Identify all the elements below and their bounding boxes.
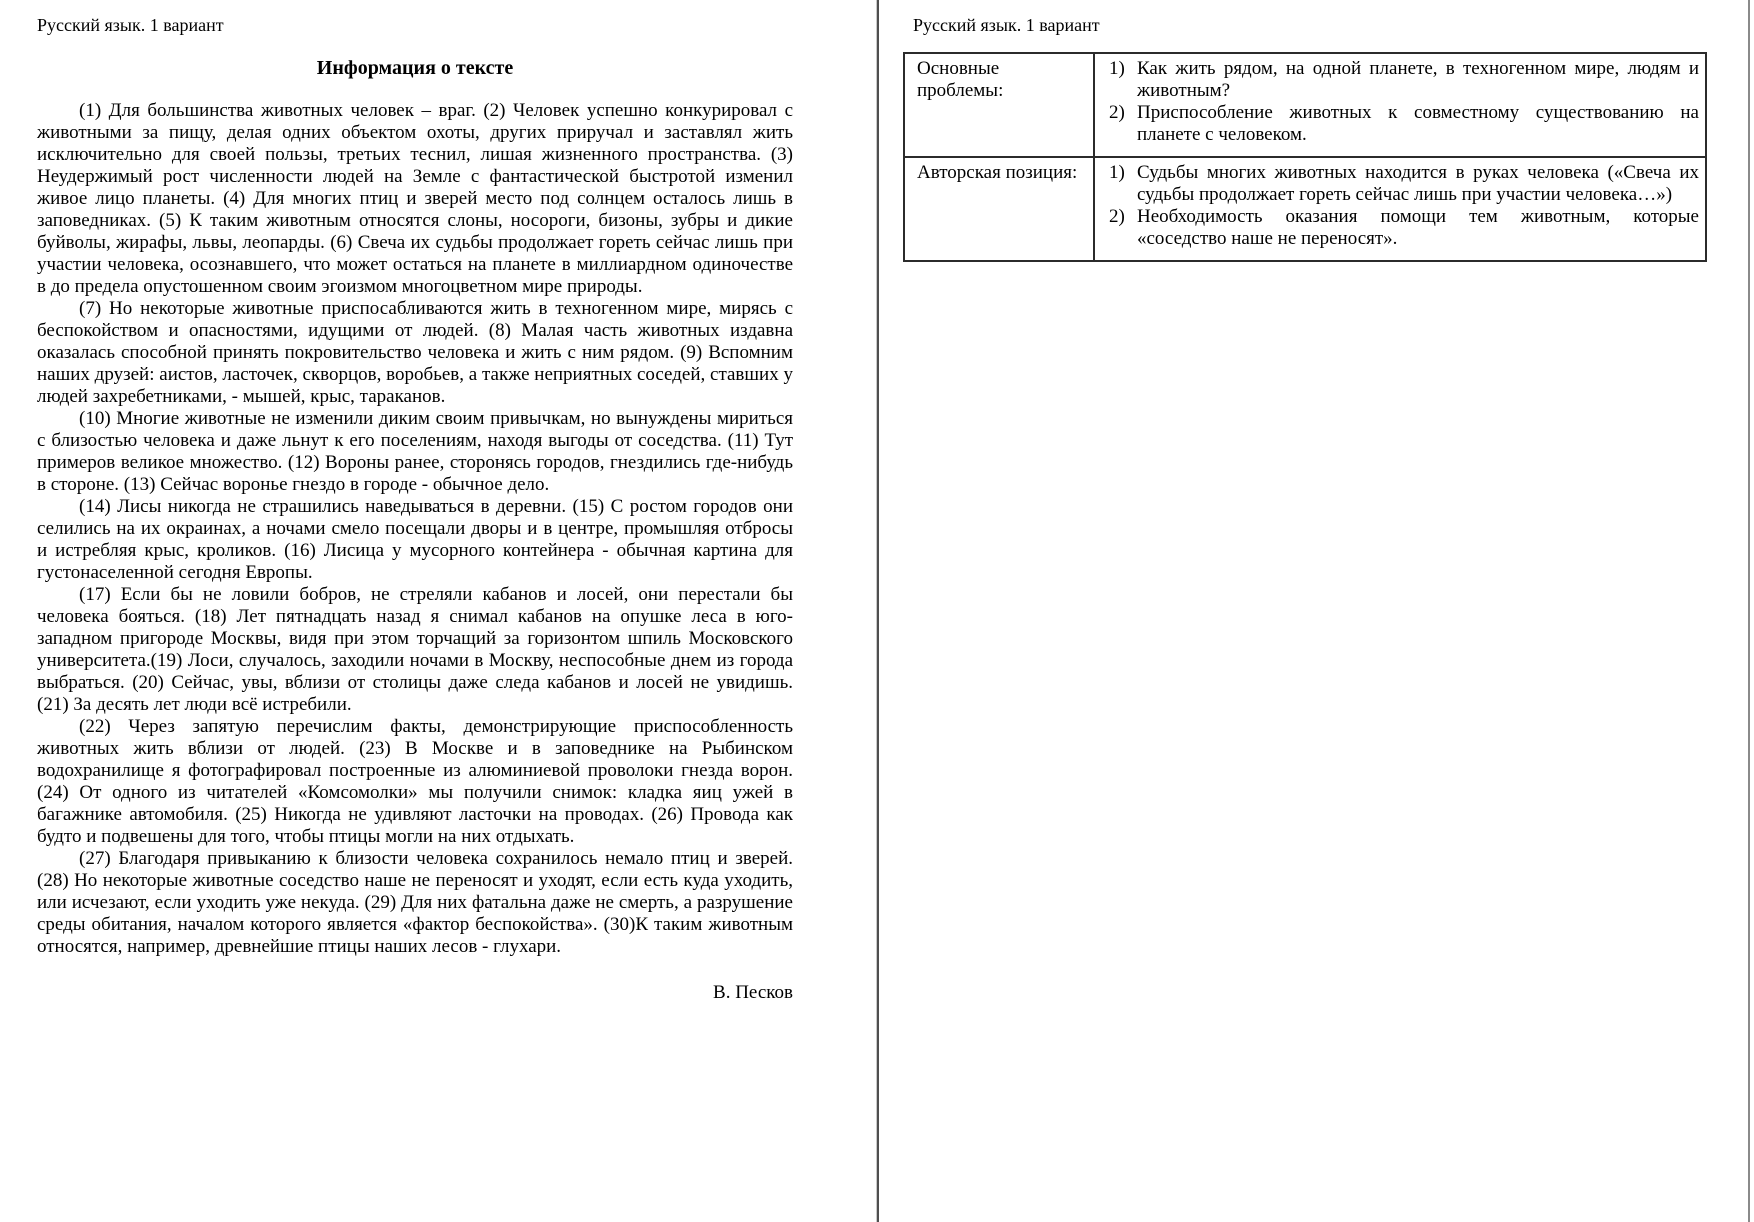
left-page-header: Русский язык. 1 вариант	[37, 15, 224, 35]
list-item	[1109, 206, 1699, 250]
problems-content-cell	[1094, 53, 1706, 157]
list-item	[1109, 162, 1699, 206]
page-divider-line	[876, 0, 879, 1222]
list-item	[1109, 58, 1699, 102]
paragraph-5: (17) Если бы не ловили бобров, не стреляли кабанов и лосей, они перестали бы человека бояться. (18) Лет пятнадцать назад я снимал кабанов на опушке леса в юго-западном пригороде Москвы, видя при этом торчащий за горизонтом шпиль Московского университета.(19) Лоси, случалось, заходили ночами в Москву, неспособные днем из города выбраться. (20) Сейчас, увы, вблизи от столицы даже следа кабанов и лосей не увидишь. (21) За десять лет люди всё истребили.	[37, 584, 793, 715]
item-text: Судьбы многих животных находится в руках человека («Свеча их судьбы продолжает гореть сейчас лишь при участии человека…»)	[1137, 162, 1699, 205]
text-body	[37, 100, 793, 958]
item-number: 1)	[1109, 58, 1125, 79]
problems-label-cell: Основные проблемы:	[904, 53, 1094, 157]
item-text: Как жить рядом, на одной планете, в техногенном мире, людям и животным?	[1137, 58, 1699, 101]
item-number: 2)	[1109, 206, 1125, 227]
paragraph-7: (27) Благодаря привыканию к близости человека сохранилось немало птиц и зверей. (28) Но некоторые животные соседство наше не переносят и уходят, если есть куда уходить, или исчезают, если уходить уже некуда. (29) Для них фатальна даже не смерть, а разрушение среды обитания, началом которого является «фактор беспокойства». (30)К таким животным относятся, например, древнейшие птицы наших лесов - глухари.	[37, 848, 793, 957]
paragraph-3: (10) Многие животные не изменили диким своим привычкам, но вынуждены мириться с близостью человека и даже льнут к его поселениям, находя выгоды от соседства. (11) Тут примеров великое множество. (12) Вороны ранее, сторонясь городов, гнездились где-нибудь в стороне. (13) Сейчас воронье гнездо в городе - обычное дело.	[37, 408, 793, 495]
right-page-header: Русский язык. 1 вариант	[913, 15, 1100, 35]
paragraph-1: (1) Для большинства животных человек – враг. (2) Человек успешно конкурировал с животными за пищу, делая одних объектом охоты, других приручал и заставлял жить исключительно для своей пользы, третьих теснил, лишая жизненного пространства. (3) Неудержимый рост численности людей на Земле с фантастической быстротой изменил живое лицо планеты. (4) Для многих птиц и зверей место под солнцем осталось лишь в заповедниках. (5) К таким животным относятся слоны, носороги, бизоны, зубры и дикие буйволы, жирафы, львы, леопарды. (6) Свеча их судьбы продолжает гореть сейчас лишь при участии человека, осознавшего, что может остаться на планете в миллиардном одиночестве в до предела опустошенном своим эгоизмом многоцветном мире природы.	[37, 100, 793, 297]
info-table	[903, 52, 1707, 262]
page-title: Информация о тексте	[316, 57, 514, 79]
paragraph-6: (22) Через запятую перечислим факты, демонстрирующие приспособленность животных жить вблизи от людей. (23) В Москве и в заповеднике на Рыбинском водохранилище я фотографировал построенные из алюминиевой проволоки гнезда ворон. (24) От одного из читателей «Комсомолки» мы получили снимок: кладка яиц ужей в багажнике автомобиля. (25) Никогда не удивляют ласточки на проводах. (26) Провода как будто и подвешены для того, чтобы птицы могли на них отдыхать.	[37, 716, 793, 847]
table-row-author-position	[904, 157, 1706, 261]
table-row-problems	[904, 53, 1706, 157]
list-item	[1109, 102, 1699, 146]
left-page	[37, 14, 793, 1004]
right-page	[903, 14, 1707, 262]
item-text: Приспособление животных к совместному существованию на планете с человеком.	[1137, 102, 1699, 145]
paragraph-4: (14) Лисы никогда не страшились наведываться в деревни. (15) С ростом городов они селились на их окраинах, а ночами смело посещали дворы и в центре, промышляя отбросы и истребляя крыс, кроликов. (16) Лисица у мусорного контейнера - обычная картина для густонаселенной сегодня Европы.	[37, 496, 793, 583]
item-text: Необходимость оказания помощи тем животным, которые «соседство наше не переносят».	[1137, 206, 1699, 249]
paragraph-2: (7) Но некоторые животные приспосабливаются жить в техногенном мире, мирясь с беспокойством и опасностями, идущими от людей. (8) Малая часть животных издавна оказалась способной принять покровительство человека и жить с ним рядом. (9) Вспомним наших друзей: аистов, ласточек, скворцов, воробьев, а также неприятных соседей, ставших у людей захребетниками, - мышей, крыс, тараканов.	[37, 298, 793, 407]
right-edge-line	[1748, 0, 1750, 1222]
item-number: 2)	[1109, 102, 1125, 123]
item-number: 1)	[1109, 162, 1125, 183]
author-position-content-cell	[1094, 157, 1706, 261]
author-signature: В. Песков	[713, 982, 793, 1003]
author-position-label-cell: Авторская позиция:	[904, 157, 1094, 261]
